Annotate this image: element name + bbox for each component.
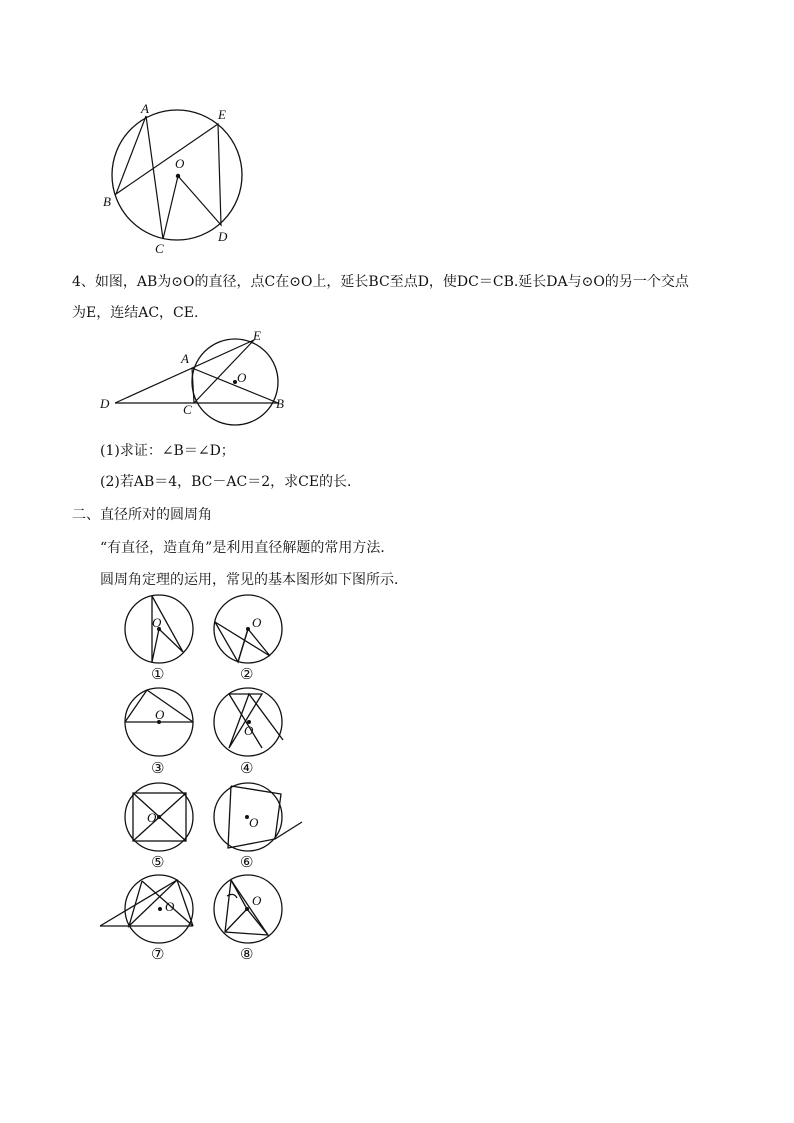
fig-label-7: ⑦ [151, 945, 165, 963]
label-D: D [218, 229, 228, 244]
figure-grid [90, 590, 310, 940]
fig2-label-D: D [100, 396, 110, 411]
section-paragraph-1: “有直径，造直角”是利用直径解题的常用方法． [100, 540, 395, 556]
fig-2-center-O: O [252, 615, 262, 630]
label-A: A [141, 101, 149, 116]
fig2-label-B: B [276, 396, 284, 411]
fig-7-center-O: O [165, 899, 175, 914]
fig-label-2: ② [240, 665, 254, 683]
fig-6-center-O: O [249, 815, 259, 830]
label-B: B [103, 194, 111, 209]
fig-label-5: ⑤ [151, 853, 165, 871]
section-paragraph-2: 圆周角定理的运用，常见的基本图形如下图所示． [100, 572, 408, 588]
problem4-line2: 为E，连结AC，CE. [72, 305, 199, 321]
fig-label-1: ① [151, 665, 165, 683]
fig2-label-C: C [183, 402, 192, 417]
label-E: E [218, 107, 226, 122]
fig-label-4: ④ [240, 759, 254, 777]
figure-problem4 [100, 330, 300, 420]
fig2-label-A: A [181, 351, 189, 366]
fig-label-8: ⑧ [240, 945, 254, 963]
question-1: (1)求证：∠B＝∠D； [100, 443, 235, 459]
fig2-label-E: E [253, 328, 261, 343]
fig-5-center-O: O [147, 810, 157, 825]
figure-circle-abcde [100, 100, 260, 260]
fig-8-center-O: O [252, 893, 262, 908]
fig-1-center-O: O [152, 615, 162, 630]
label-O: O [175, 156, 185, 171]
section-heading: 二、直径所对的圆周角 [72, 507, 212, 523]
fig2-label-O: O [237, 370, 247, 385]
label-C: C [155, 241, 164, 256]
problem4-line1: 4、如图，AB为⊙O的直径，点C在⊙O上，延长BC至点D，使DC＝CB.延长DA与⊙O的另一个交点 [72, 274, 689, 290]
fig-4-center-O: O [244, 723, 254, 738]
question-2: (2)若AB＝4，BC－AC＝2，求CE的长． [100, 474, 362, 490]
fig-label-6: ⑥ [240, 853, 254, 871]
fig-label-3: ③ [151, 759, 165, 777]
fig-3-center-O: O [155, 707, 165, 722]
